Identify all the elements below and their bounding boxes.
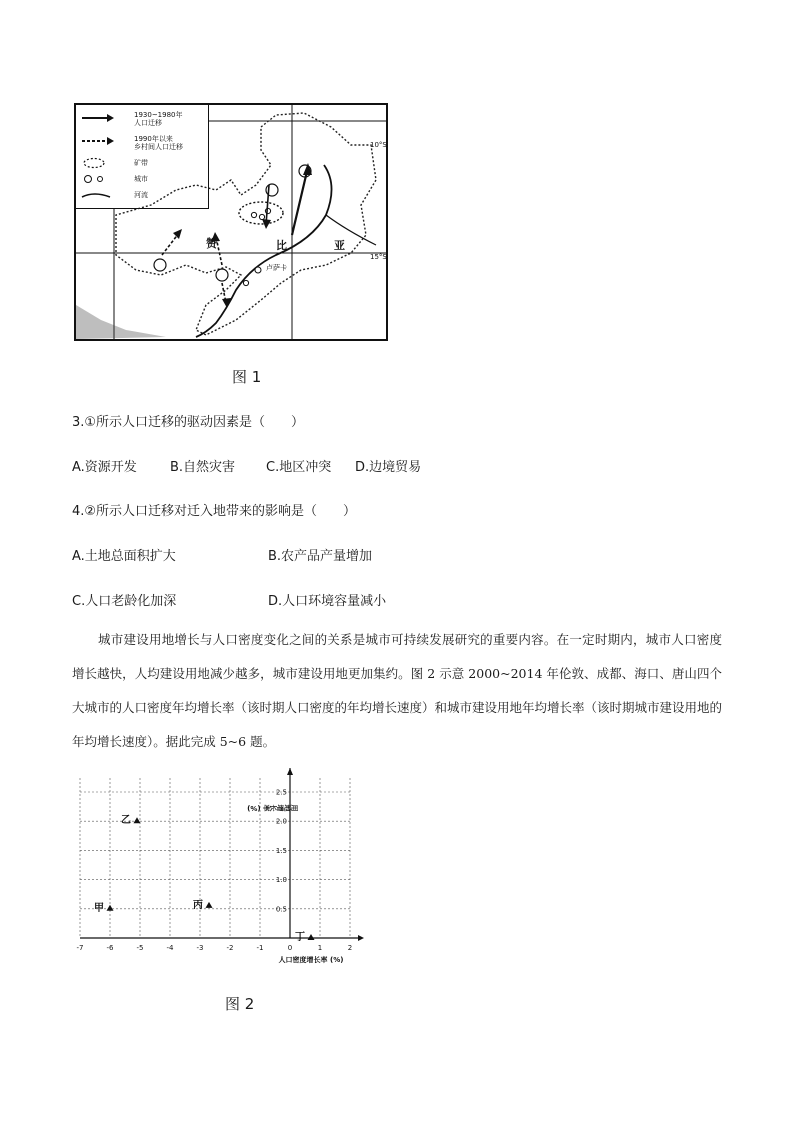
data-point-label: 丁 [295, 932, 305, 943]
marker-circle-2 [154, 259, 166, 271]
data-point-丙 [206, 902, 213, 908]
x-tick-label: -6 [106, 944, 114, 952]
data-point-甲 [107, 905, 114, 911]
region-label-zan: 赞 [206, 237, 217, 250]
city-marker [255, 267, 261, 273]
mining-belt [239, 202, 283, 224]
x-tick-label: -7 [76, 944, 84, 952]
y-axis-label: 用地增长率 (%) [247, 804, 298, 812]
data-point-label: 丙 [193, 899, 203, 911]
x-tick-label: -5 [136, 944, 144, 952]
passage-text: 城市建设用地增长与人口密度变化之间的关系是城市可持续发展研究的重要内容。在一定时期内，城市人口密度增长越快，人均建设用地减少越多，城市建设用地更加集约。图 2 示意 2000~2014 年伦敦、成都、海口、唐山四个大城市的人口密度年均增长率（该时期人口密度的年均增长速度）和城市建设用地年均增长率（该时期城市建设用地的年均增长速度）。据此完成 5~6 题。 [72, 632, 723, 749]
x-axis-label: 人口密度增长率 (%) [278, 956, 344, 964]
q3-option-b: B.自然灾害 [170, 460, 236, 475]
figure2-chart [74, 768, 374, 968]
legend-label-1b: 人口迁移 [134, 119, 162, 127]
q4-option-b: B.农产品产量增加 [268, 549, 373, 564]
y-tick-label: 2.0 [275, 817, 287, 826]
x-tick-label: -1 [256, 944, 264, 952]
region-label-ya: 亚 [334, 239, 345, 252]
marker-circle-2b [216, 269, 228, 281]
legend-label-3: 矿带 [134, 159, 148, 167]
arrow-head [107, 114, 114, 122]
q4-option-c: C.人口老龄化加深 [72, 594, 177, 609]
legend-label-5: 河流 [134, 191, 148, 199]
legend-city-symbol [85, 176, 92, 183]
legend-mining-symbol [84, 159, 104, 168]
figure1-caption: 图 1 [232, 368, 262, 386]
city-marker [259, 214, 264, 219]
x-tick-label: 0 [287, 944, 293, 952]
legend-label-2b: 乡村间人口迁移 [134, 143, 183, 151]
figure1-map [74, 103, 388, 341]
data-point-label: 甲 [94, 902, 104, 914]
city-marker [251, 212, 256, 217]
x-axis-arrow [358, 935, 364, 941]
y-tick-label: 1.5 [275, 846, 287, 855]
figure2-caption: 图 2 [225, 995, 255, 1013]
arrow-head [173, 229, 182, 239]
region-label-bi: 比 [276, 239, 287, 252]
x-tick-label: 2 [347, 944, 353, 952]
legend-symbols [80, 111, 120, 205]
question-4-stem: 4.②所示人口迁移对迁入地带来的影响是（ ） [72, 504, 357, 519]
legend-label-4: 城市 [134, 175, 148, 183]
legend-city-symbol [98, 177, 103, 182]
city-label-lusaka: 卢萨卡 [266, 264, 287, 272]
lat-label-10s: 10°S [370, 141, 387, 149]
x-tick-label: 1 [317, 944, 323, 952]
q3-option-d: D.边境贸易 [355, 460, 422, 475]
x-tick-label: -4 [166, 944, 174, 952]
data-point-label: 乙 [121, 815, 131, 827]
x-tick-label: -2 [226, 944, 234, 952]
legend-river-symbol [82, 194, 110, 197]
data-point-乙 [134, 817, 141, 823]
y-tick-label: 0.5 [275, 905, 287, 914]
y-tick-label: 1.0 [275, 876, 287, 885]
q3-option-c: C.地区冲突 [266, 460, 332, 475]
map-shading [76, 305, 166, 339]
q4-option-a: A.土地总面积扩大 [72, 549, 176, 564]
city-marker [243, 280, 248, 285]
legend-label-2: 1990年以来 [134, 135, 173, 143]
y-tick-label: 2.5 [275, 788, 287, 797]
data-point-丁 [308, 934, 315, 940]
y-axis-arrow [287, 768, 293, 775]
river-line [196, 165, 332, 337]
map-legend [76, 105, 209, 209]
lat-label-15s: 15°S [370, 253, 387, 261]
legend-label-1: 1930~1980年 [134, 111, 183, 119]
migration-arrow [292, 167, 308, 235]
x-tick-label: -3 [196, 944, 204, 952]
q4-option-d: D.人口环境容量减小 [268, 594, 387, 609]
q3-option-a: A.资源开发 [72, 460, 137, 475]
question-3-stem: 3.①所示人口迁移的驱动因素是（ ） [72, 415, 305, 430]
arrow-head [107, 137, 114, 145]
